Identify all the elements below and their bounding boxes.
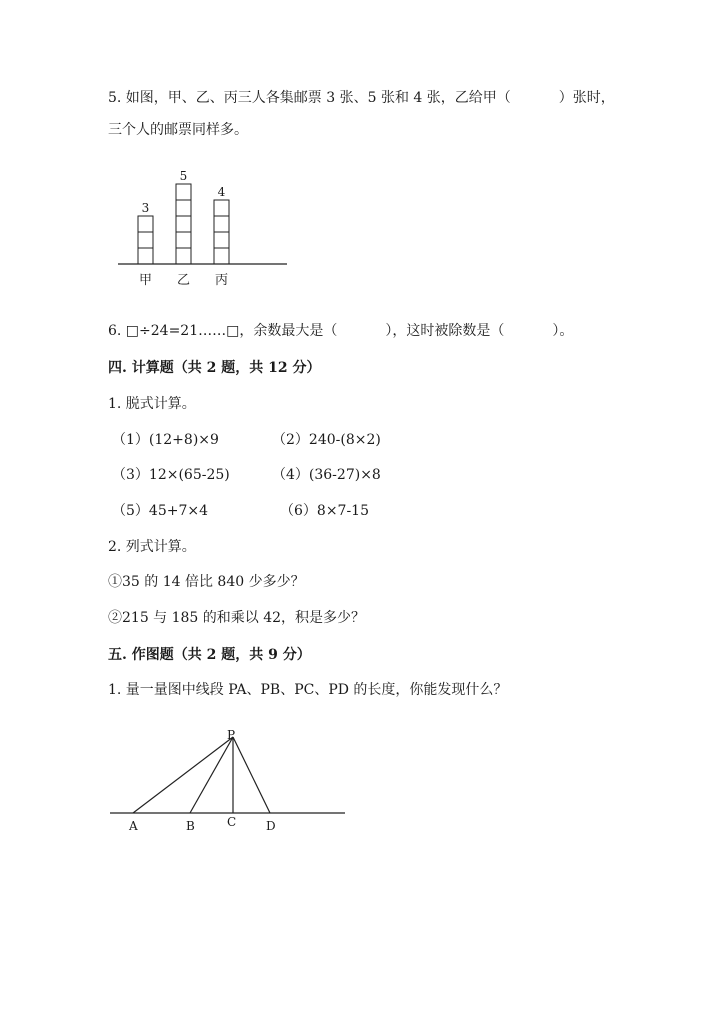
stamp-cell <box>138 216 153 232</box>
point-label-p: P <box>227 728 236 742</box>
stamp-cell <box>138 248 153 264</box>
point-label-c: C <box>227 815 237 829</box>
point-label-d: D <box>266 819 276 833</box>
calc-item-4: （4）(36-27)×8 <box>272 467 381 483</box>
q5-text-line2: 三个人的邮票同样多。 <box>108 122 248 138</box>
section4-q2-b: ②215 与 185 的和乘以 42，积是多少？ <box>108 610 366 626</box>
stamp-cell <box>214 216 229 232</box>
calc-item-5: （5）45+7×4 <box>112 503 208 519</box>
calc-item-3: （3）12×(65-25) <box>112 467 230 483</box>
stamp-cell <box>214 232 229 248</box>
stamp-cell <box>176 184 191 200</box>
bar-count-label: 3 <box>141 201 150 215</box>
stamp-cell <box>176 200 191 216</box>
segment-pb <box>190 737 233 813</box>
bar-person-label: 乙 <box>176 273 191 288</box>
stamp-cell <box>214 200 229 216</box>
stamp-cell <box>214 248 229 264</box>
stamp-cell <box>176 216 191 232</box>
calc-item-1: （1）(12+8)×9 <box>112 432 219 448</box>
section4-q2-title: 2. 列式计算。 <box>108 539 196 555</box>
bar-person-label: 丙 <box>214 273 229 288</box>
stamp-cell <box>176 248 191 264</box>
segment-pa <box>133 737 233 813</box>
bar-count-label: 4 <box>217 185 226 199</box>
calc-item-2: （2）240-(8×2) <box>272 432 381 448</box>
q5-text-line1: 5. 如图，甲、乙、丙三人各集邮票 3 张、5 张和 4 张，乙给甲（ ）张时， <box>108 90 615 106</box>
section4-q2-a: ①35 的 14 倍比 840 少多少？ <box>108 574 305 590</box>
stamp-bar-figure <box>0 160 320 295</box>
point-label-b: B <box>186 819 195 833</box>
calc-item-6: （6）8×7-15 <box>280 503 369 519</box>
section5-title: 五. 作图题（共 2 题，共 9 分） <box>108 647 311 663</box>
point-label-a: A <box>129 819 138 833</box>
q6-text: 6. □÷24=21……□，余数最大是（ ），这时被除数是（ ）。 <box>108 323 574 339</box>
stamp-cell <box>138 232 153 248</box>
segment-figure <box>0 720 360 840</box>
bar-count-label: 5 <box>179 169 188 183</box>
bar-person-label: 甲 <box>138 273 153 288</box>
section4-title: 四. 计算题（共 2 题，共 12 分） <box>108 360 321 376</box>
stamp-cell <box>176 232 191 248</box>
segment-pd <box>233 737 270 813</box>
section5-q1: 1. 量一量图中线段 PA、PB、PC、PD 的长度，你能发现什么？ <box>108 682 508 698</box>
section4-q1-title: 1. 脱式计算。 <box>108 396 196 412</box>
